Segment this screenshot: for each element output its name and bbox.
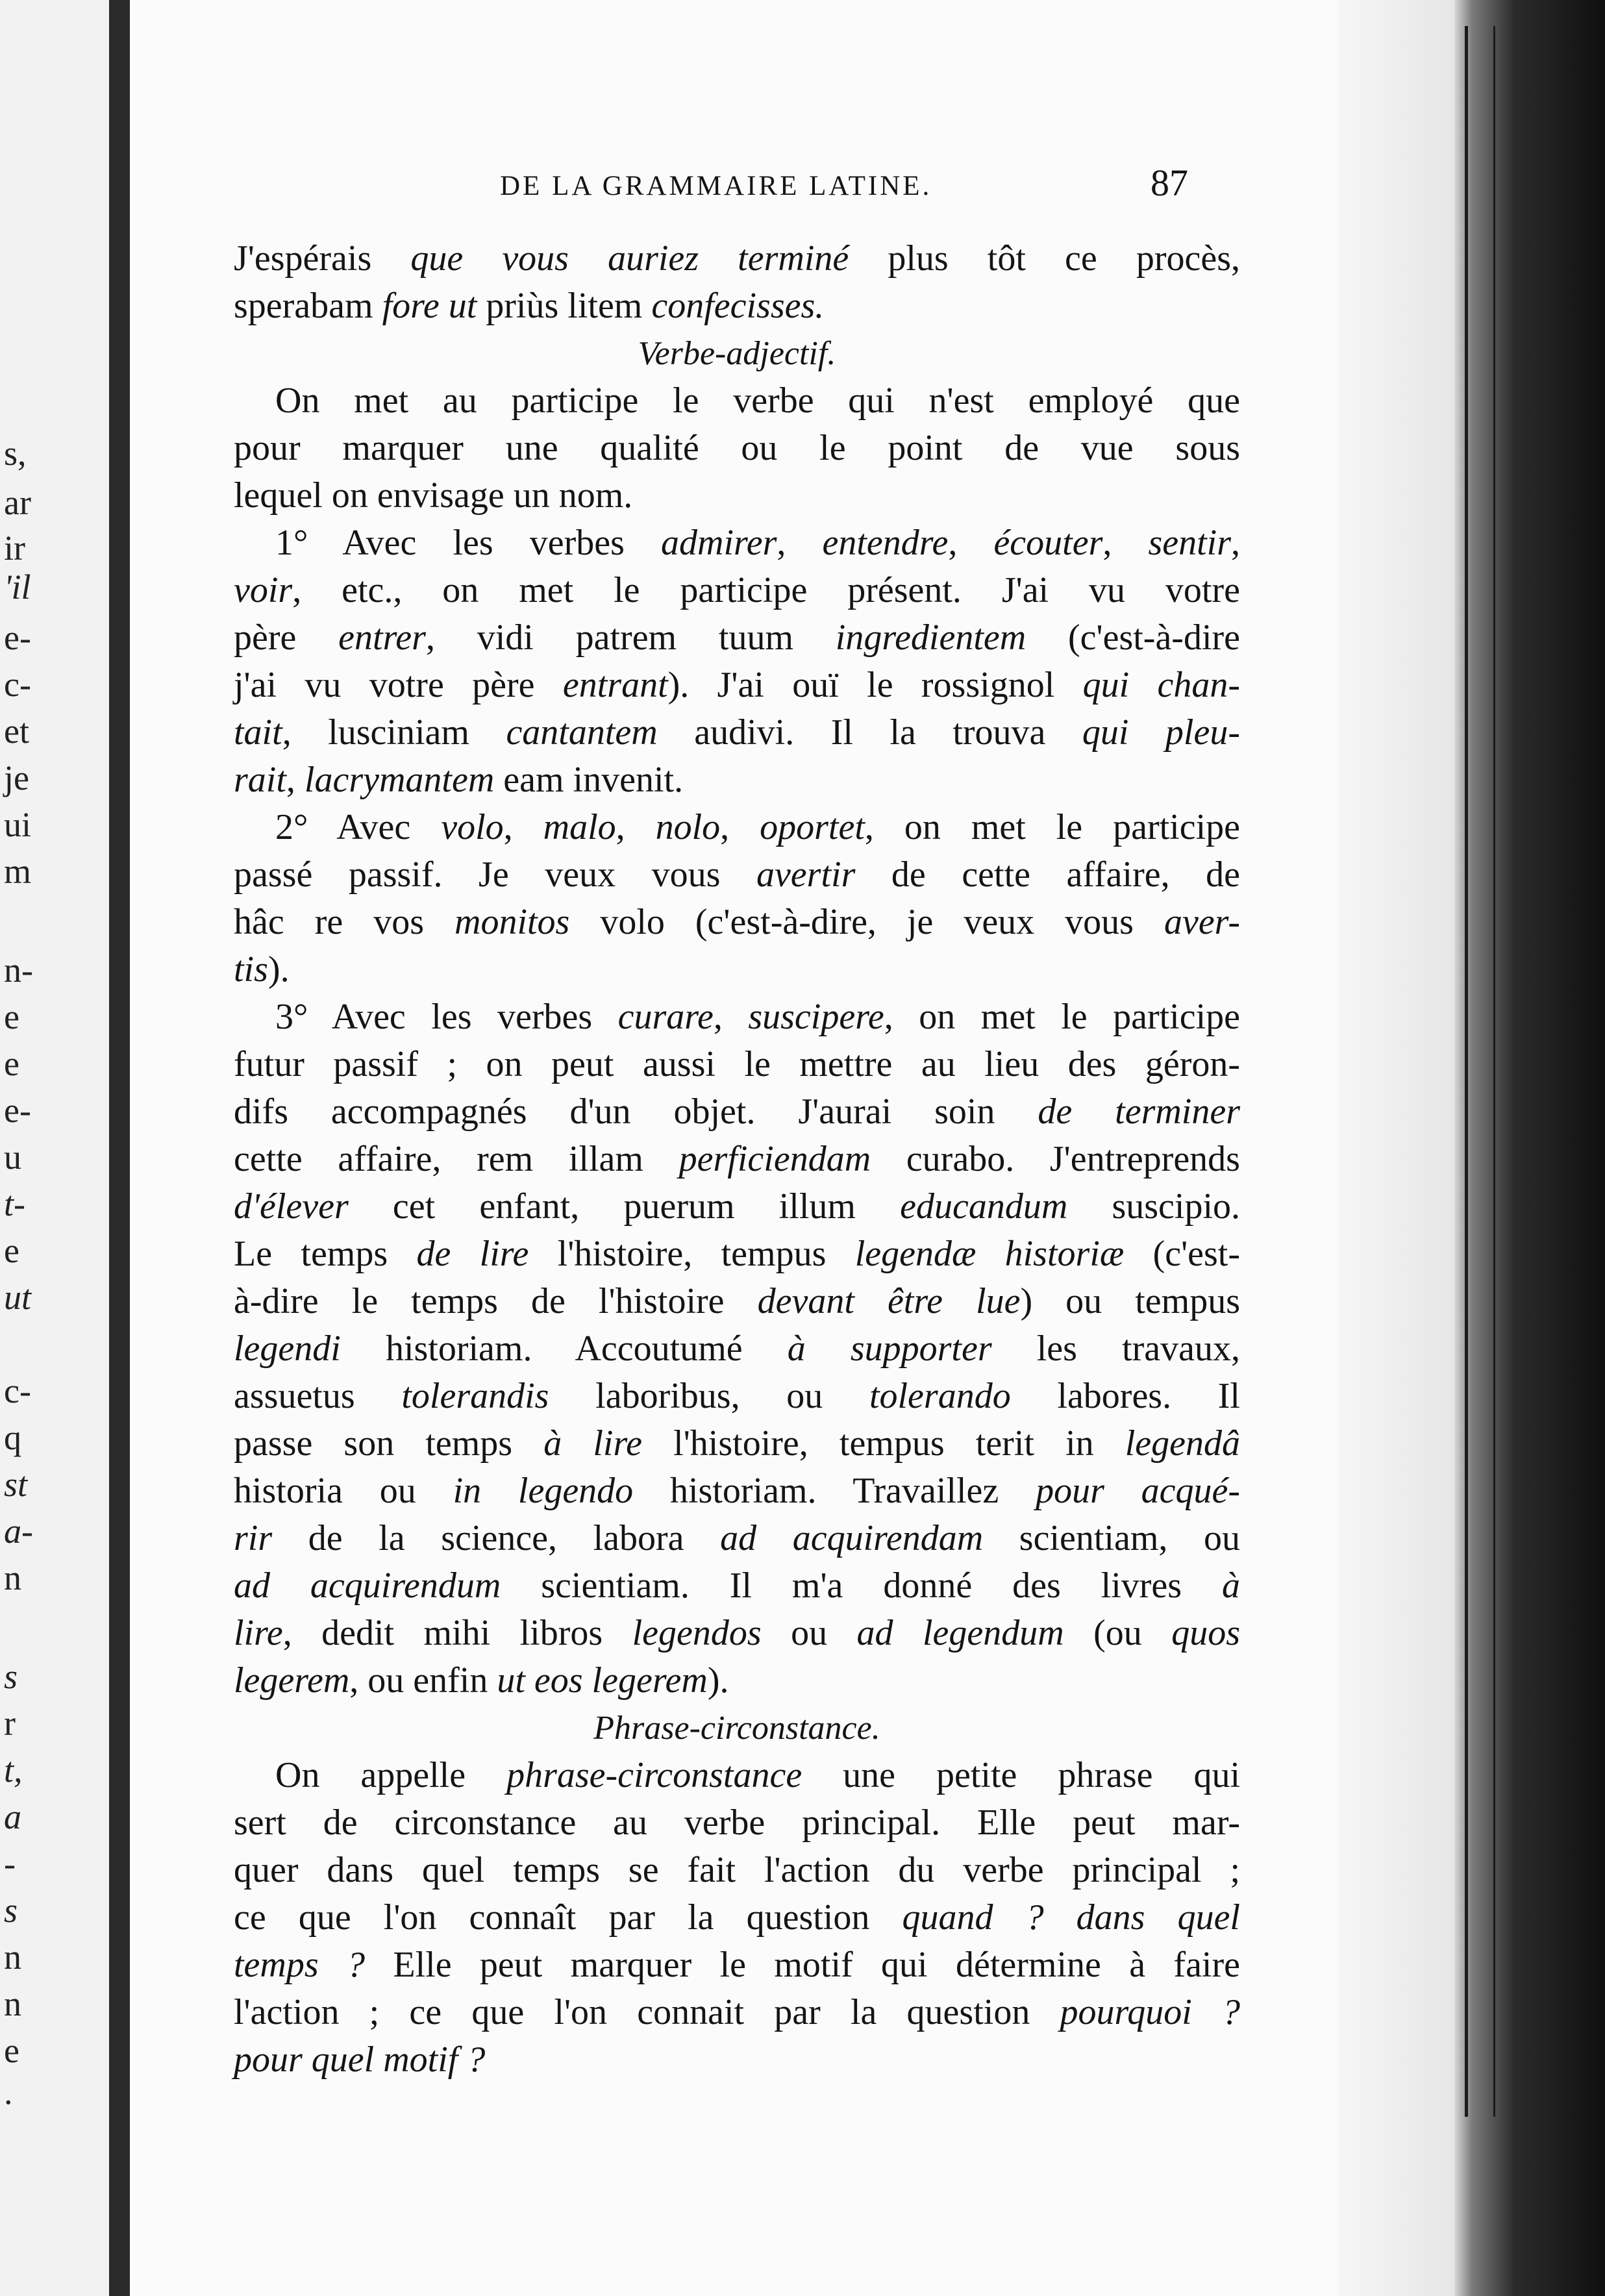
text-run: scientiam, ou	[983, 1518, 1240, 1558]
text-run: temps ?	[234, 1945, 366, 1985]
text-run: passé passif. Je veux vous	[234, 855, 756, 895]
text-run: labores. Il	[1010, 1376, 1240, 1416]
facing-page-fragment: ui	[4, 805, 32, 844]
text-line	[234, 1136, 1240, 1183]
text-run: sperabam	[234, 286, 382, 326]
text-run: tolerandis	[401, 1376, 549, 1416]
text-run: l'histoire, tempus terit in	[642, 1423, 1125, 1464]
text-line	[234, 377, 1240, 425]
facing-page-fragment: c-	[4, 1371, 31, 1410]
text-line	[234, 1041, 1240, 1088]
text-run: admirer	[661, 523, 777, 563]
text-run: nolo	[655, 807, 721, 847]
text-run: ou	[761, 1613, 857, 1653]
text-line	[234, 1373, 1240, 1420]
text-run: Elle peut marquer le motif qui détermine à faire	[365, 1945, 1240, 1985]
text-run: ).	[268, 949, 290, 990]
text-run: pour quel motif ?	[234, 2040, 486, 2080]
facing-page-fragment: u	[4, 1138, 21, 1177]
text-run: 2° Avec	[275, 807, 442, 847]
text-run: quand ? dans quel	[902, 1897, 1240, 1938]
text-line	[234, 1989, 1240, 2036]
text-line	[234, 899, 1240, 946]
facing-page-fragment: ut	[4, 1278, 32, 1317]
text-run: à lire	[543, 1423, 643, 1464]
text-run: lire	[234, 1613, 283, 1653]
text-run: (ou	[1064, 1613, 1172, 1653]
text-line	[234, 1088, 1240, 1136]
text-line	[234, 425, 1240, 472]
text-run: J'espérais	[234, 238, 411, 279]
text-line	[234, 1515, 1240, 1562]
facing-page-fragment: ir	[4, 529, 25, 568]
text-line	[234, 662, 1240, 709]
section-heading	[234, 1704, 1240, 1752]
text-line	[234, 1562, 1240, 1610]
text-run: père	[234, 618, 339, 658]
facing-page-fragment: et	[4, 712, 29, 751]
text-line	[234, 1183, 1240, 1230]
text-run: cette affaire, rem illam	[234, 1139, 679, 1179]
text-run: legendâ	[1125, 1423, 1241, 1464]
text-run: , on met le participe	[864, 807, 1241, 847]
text-run: de terminer	[1038, 1092, 1241, 1132]
facing-page-fragment: s,	[4, 434, 27, 473]
text-line	[234, 472, 1240, 519]
text-run: entrer	[338, 618, 426, 658]
text-run: hâc re vos	[234, 902, 454, 942]
text-run: Phrase-circonstance.	[593, 1710, 880, 1747]
text-run: lacrymantem	[304, 760, 495, 800]
facing-page-fragment: e	[4, 997, 19, 1036]
text-line	[234, 756, 1240, 804]
text-line	[234, 1752, 1240, 1799]
text-run: une petite phrase qui	[802, 1755, 1241, 1795]
text-run: monitos	[454, 902, 570, 942]
facing-page-fragment: c-	[4, 665, 31, 704]
page-edge-line	[1493, 26, 1495, 2117]
text-run: ingredientem	[835, 618, 1026, 658]
text-run: legendi	[234, 1329, 341, 1369]
text-run: sentir	[1148, 523, 1232, 563]
text-run: devant être lue	[757, 1281, 1021, 1321]
text-run: curabo. J'entreprends	[871, 1139, 1240, 1179]
text-run: voir	[234, 570, 293, 610]
text-run: , etc., on met le participe présent. J'ai vu votre	[292, 570, 1240, 610]
page-number: 87	[1151, 162, 1188, 204]
text-run: avertir	[756, 855, 856, 895]
facing-page-fragment: e	[4, 2031, 19, 2070]
text-run: de la science, labora	[272, 1518, 721, 1558]
facing-page-fragment: n	[4, 1558, 21, 1597]
text-run: aver-	[1163, 902, 1240, 942]
text-run: assuetus	[234, 1376, 402, 1416]
text-run: ,	[720, 807, 760, 847]
text-run: les travaux,	[991, 1329, 1240, 1369]
text-run: curare	[617, 997, 714, 1037]
text-run: suscipere	[748, 997, 884, 1037]
facing-page-fragment: e-	[4, 618, 31, 657]
text-run: in legendo	[453, 1471, 634, 1511]
text-run: ,	[948, 523, 994, 563]
facing-page-fragment: -	[4, 1844, 16, 1883]
facing-page-text-fragments	[0, 0, 104, 2296]
text-run: tolerando	[869, 1376, 1011, 1416]
text-run: educandum	[900, 1186, 1068, 1227]
text-run: , lusciniam	[282, 712, 506, 753]
facing-page-fragment: a-	[4, 1512, 33, 1551]
text-line	[234, 1420, 1240, 1467]
text-run: Verbe-adjectif.	[638, 335, 836, 372]
text-run: tis	[234, 949, 268, 990]
facing-page-fragment: e-	[4, 1091, 31, 1130]
text-run: On met au participe le verbe qui n'est employé que	[275, 381, 1240, 421]
text-line	[234, 1657, 1240, 1704]
text-line	[234, 567, 1240, 614]
text-line	[234, 235, 1240, 282]
text-run: eam invenit.	[494, 760, 684, 800]
text-run: (c'est-à-dire	[1026, 618, 1241, 658]
text-run: 3° Avec les verbes	[275, 997, 618, 1037]
text-run: d'élever	[234, 1186, 349, 1227]
body-text	[234, 235, 1240, 2084]
text-run: On appelle	[275, 1755, 507, 1795]
text-run: , on met le participe	[884, 997, 1241, 1037]
text-line	[234, 1325, 1240, 1373]
text-run: ad legendum	[856, 1613, 1064, 1653]
text-run: à-dire le temps de l'histoire	[234, 1281, 758, 1321]
text-run: cet enfant, puerum illum	[348, 1186, 901, 1227]
text-run: ,	[1102, 523, 1149, 563]
text-run: quer dans quel temps se fait l'action du verbe principal ;	[234, 1850, 1240, 1890]
text-run: pourquoi ?	[1060, 1992, 1240, 2032]
text-run: legendæ historiæ	[854, 1234, 1125, 1274]
text-line	[234, 1610, 1240, 1657]
book-gutter	[109, 0, 130, 2296]
text-run: quos	[1171, 1613, 1240, 1653]
facing-page-fragment: s	[4, 1891, 18, 1930]
facing-page-fragment: t,	[4, 1751, 23, 1790]
text-run: historiam. Accoutumé	[340, 1329, 788, 1369]
text-run: ). J'ai ouï le rossignol	[667, 665, 1083, 705]
running-head: DE LA GRAMMAIRE LATINE.	[500, 171, 932, 201]
text-run: futur passif ; on peut aussi le mettre au lieu des géron-	[234, 1044, 1240, 1084]
text-run: oportet	[760, 807, 865, 847]
text-line	[234, 2036, 1240, 2084]
text-run: volo (c'est-à-dire, je veux vous	[569, 902, 1164, 942]
facing-page-fragment: n	[4, 1984, 21, 2023]
text-run: audivi. Il la trouva	[657, 712, 1082, 753]
text-run: (c'est-	[1124, 1234, 1241, 1274]
text-line	[234, 614, 1240, 662]
text-line	[234, 709, 1240, 756]
facing-page-fragment: q	[4, 1418, 21, 1457]
text-run: ,	[616, 807, 656, 847]
text-run: qui pleu-	[1082, 712, 1240, 753]
text-run: , dedit mihi libros	[282, 1613, 632, 1653]
text-run: priùs litem	[477, 286, 652, 326]
text-run: lequel on envisage un nom.	[234, 475, 633, 516]
text-run: l'action ; ce que l'on connait par la question	[234, 1992, 1060, 2032]
text-run: difs accompagnés d'un objet. J'aurai soin	[234, 1092, 1038, 1132]
facing-page-fragment: 'il	[4, 568, 31, 606]
text-line	[234, 1894, 1240, 1941]
text-run: perficiendam	[678, 1139, 871, 1179]
text-line	[234, 993, 1240, 1041]
page-curl-shade	[1338, 0, 1454, 2296]
text-run: passe son temps	[234, 1423, 544, 1464]
text-run: ) ou tempus	[1020, 1281, 1241, 1321]
facing-page-fragment: a	[4, 1797, 21, 1836]
text-line	[234, 946, 1240, 993]
text-run: écouter	[993, 523, 1103, 563]
text-run: legendos	[632, 1613, 762, 1653]
page-stack-edge	[1454, 0, 1605, 2296]
text-run: ad acquirendum	[234, 1566, 501, 1606]
facing-page-fragment: r	[4, 1704, 16, 1743]
text-run: rait	[234, 760, 286, 800]
text-line	[234, 1278, 1240, 1325]
text-run: legerem	[234, 1660, 350, 1701]
text-run: entendre	[822, 523, 949, 563]
text-run: tait	[234, 712, 282, 753]
facing-page-fragment: n	[4, 1938, 21, 1977]
text-run: confecisses.	[651, 286, 825, 326]
text-run: volo	[441, 807, 504, 847]
text-run: 1° Avec les verbes	[275, 523, 662, 563]
facing-page-fragment: st	[4, 1465, 28, 1504]
text-run: phrase-circonstance	[506, 1755, 802, 1795]
text-run: à supporter	[787, 1329, 992, 1369]
text-line	[234, 1847, 1240, 1894]
section-heading	[234, 330, 1240, 377]
text-line	[234, 519, 1240, 567]
text-run: à	[1221, 1566, 1240, 1606]
text-run: ,	[1231, 523, 1241, 563]
text-run: que vous auriez terminé	[410, 238, 849, 279]
text-run: sert de circonstance au verbe principal. Elle peut mar-	[234, 1803, 1240, 1843]
facing-page-fragment: ar	[4, 483, 31, 522]
text-run: pour marquer une qualité ou le point de vue sous	[234, 428, 1240, 468]
text-line	[234, 1941, 1240, 1989]
text-run: entrant	[562, 665, 668, 705]
facing-page-fragment: s	[4, 1657, 18, 1696]
text-line	[234, 804, 1240, 851]
text-run: , vidi patrem tuum	[425, 618, 836, 658]
text-line	[234, 282, 1240, 330]
text-run: ,	[713, 997, 749, 1037]
facing-page-fragment: .	[4, 2073, 13, 2112]
facing-page-fragment: e	[4, 1044, 19, 1083]
facing-page-fragment: m	[4, 852, 32, 891]
text-run: rir	[234, 1518, 273, 1558]
text-run: Le temps	[234, 1234, 417, 1274]
text-run: j'ai vu votre père	[234, 665, 563, 705]
text-run: suscipio.	[1067, 1186, 1240, 1227]
text-line	[234, 1799, 1240, 1847]
text-line	[234, 1230, 1240, 1278]
facing-page-fragment: e	[4, 1231, 19, 1270]
text-run: cantantem	[506, 712, 658, 753]
text-run: qui chan-	[1082, 665, 1241, 705]
text-line	[234, 851, 1240, 899]
text-run: pour acqué-	[1036, 1471, 1241, 1511]
text-run: historiam. Travaillez	[633, 1471, 1036, 1511]
text-run: , ou enfin	[349, 1660, 497, 1701]
facing-page-fragment: t-	[4, 1184, 25, 1223]
text-run: ad acquirendam	[720, 1518, 984, 1558]
text-run: l'histoire, tempus	[529, 1234, 855, 1274]
page-edge-line	[1465, 26, 1468, 2117]
text-run: ,	[286, 760, 305, 800]
text-run: ut eos legerem	[497, 1660, 708, 1701]
text-run: ).	[707, 1660, 729, 1701]
text-run: de lire	[416, 1234, 529, 1274]
text-run: laboribus, ou	[549, 1376, 869, 1416]
text-run: ,	[503, 807, 543, 847]
text-run: malo	[543, 807, 616, 847]
text-run: ce que l'on connaît par la question	[234, 1897, 902, 1938]
text-run: plus tôt ce procès,	[849, 238, 1240, 279]
facing-page-fragment: n-	[4, 951, 33, 990]
text-run: historia ou	[234, 1471, 453, 1511]
text-run: fore ut	[382, 286, 477, 326]
text-run: de cette affaire, de	[855, 855, 1240, 895]
text-line	[234, 1467, 1240, 1515]
text-run: ,	[777, 523, 823, 563]
facing-page-fragment: je	[4, 758, 29, 797]
text-run: scientiam. Il m'a donné des livres	[501, 1566, 1222, 1606]
